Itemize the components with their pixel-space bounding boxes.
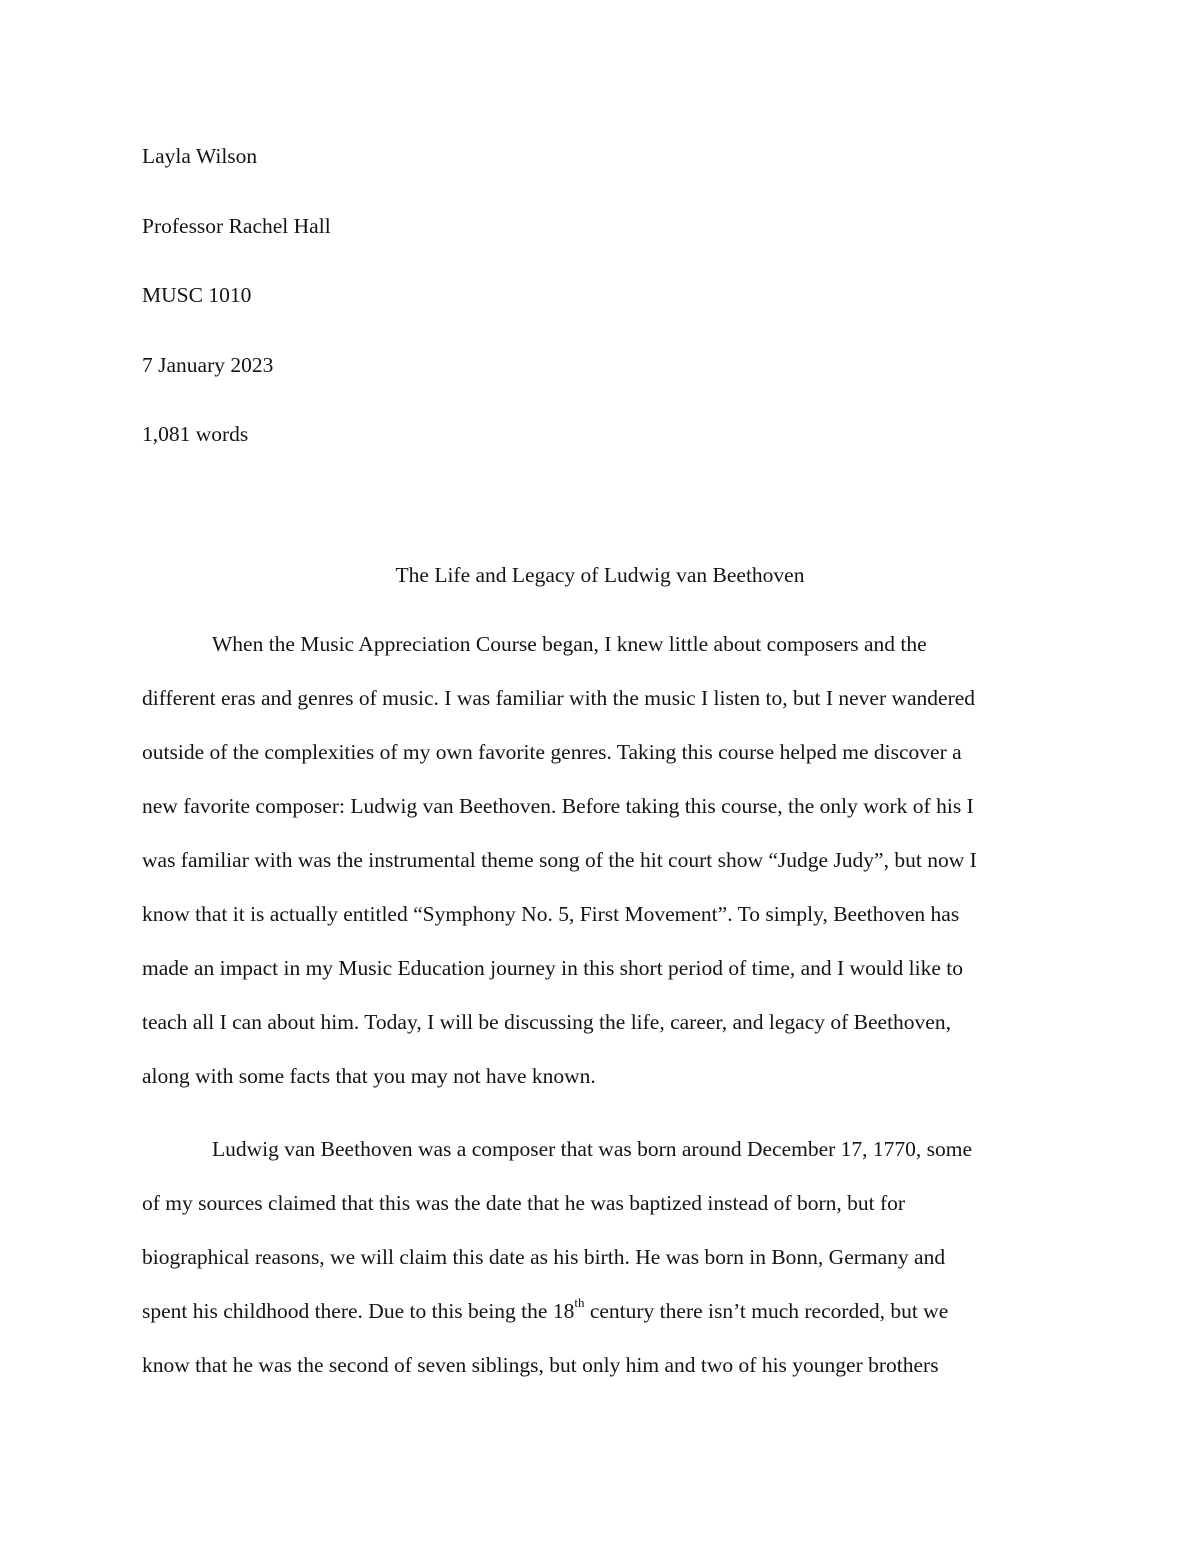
- student-name: Layla Wilson: [142, 144, 258, 168]
- essay-date: 7 January 2023: [142, 352, 274, 377]
- paragraph-intro: [142, 630, 977, 1135]
- paragraph-line: outside of the complexities of my own favorite genres. Taking this course helped me discover a: [142, 740, 962, 764]
- paragraph-line: When the Music Appreciation Course began, I knew little about composers and the: [212, 632, 927, 656]
- essay-title: The Life and Legacy of Ludwig van Beethoven: [395, 563, 805, 587]
- paragraph-line: was familiar with was the instrumental theme song of the hit court show “Judge Judy”, but now I: [142, 848, 977, 872]
- line-text-before: spent his childhood there. Due to this being the 18: [142, 1299, 575, 1323]
- paragraph-line: biographical reasons, we will claim this date as his birth. He was born in Bonn, Germany and: [142, 1245, 946, 1269]
- paragraph-line: new favorite composer: Ludwig van Beethoven. Before taking this course, the only work of his I: [142, 794, 974, 818]
- course-code: MUSC 1010: [142, 283, 252, 307]
- paragraph-biography: [142, 1135, 977, 1405]
- professor-name: Professor Rachel Hall: [142, 213, 331, 238]
- paragraph-line: know that it is actually entitled “Symphony No. 5, First Movement”. To simply, Beethoven has: [142, 902, 960, 926]
- mla-heading: [142, 142, 331, 490]
- paragraph-line: teach all I can about him. Today, I will be discussing the life, career, and legacy of Beethoven,: [142, 1010, 951, 1034]
- paragraph-line: [142, 1294, 977, 1351]
- word-count: 1,081 words: [142, 422, 249, 446]
- ordinal-suffix: th: [574, 1294, 585, 1310]
- line-text-after: century there isn’t much recorded, but we: [584, 1299, 949, 1323]
- paragraph-line: different eras and genres of music. I was familiar with the music I listen to, but I never wandered: [142, 686, 976, 710]
- paragraph-line: of my sources claimed that this was the date that he was baptized instead of born, but for: [142, 1191, 906, 1215]
- paragraph-line: Ludwig van Beethoven was a composer that was born around December 17, 1770, some: [212, 1137, 973, 1161]
- paragraph-line: know that he was the second of seven siblings, but only him and two of his younger brothers: [142, 1353, 939, 1377]
- essay-body: [142, 630, 977, 1405]
- paragraph-line: along with some facts that you may not have known.: [142, 1064, 596, 1088]
- paragraph-line: made an impact in my Music Education journey in this short period of time, and I would like to: [142, 956, 964, 980]
